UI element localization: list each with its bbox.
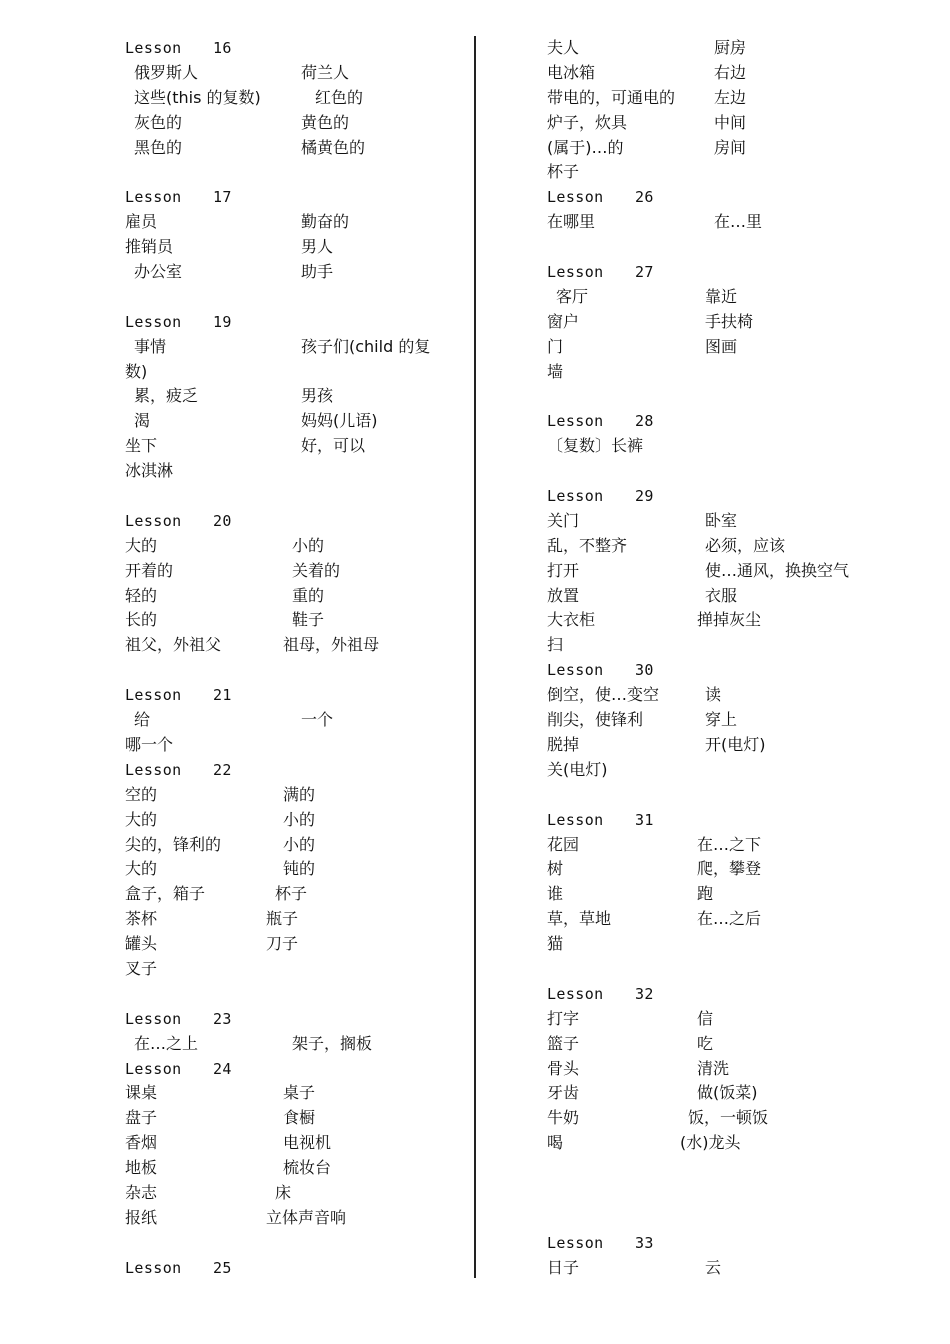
vocab-term: 关门 — [547, 510, 580, 530]
vocab-row — [547, 932, 927, 957]
vocab-row — [547, 833, 927, 858]
vocab-row — [547, 882, 927, 907]
lesson-heading — [547, 409, 927, 434]
vocab-term-pair: 使…通风，换换空气 — [705, 560, 850, 580]
vocab-row — [547, 1131, 927, 1156]
vocab-term-pair: 右边 — [714, 62, 747, 82]
vocab-row — [547, 1256, 927, 1281]
vocab-term: 夫人 — [547, 38, 580, 57]
blank-line — [547, 957, 927, 982]
lesson-heading — [125, 1256, 470, 1281]
lesson-heading — [547, 982, 927, 1007]
vocab-term: 地板 — [125, 1158, 158, 1178]
vocab-row — [125, 1081, 470, 1106]
vocab-row — [125, 384, 470, 409]
lesson-number: 32 — [635, 984, 654, 1003]
vocab-term-pair: 卧室 — [705, 510, 738, 530]
lesson-number: 27 — [635, 263, 654, 282]
vocab-row — [125, 708, 470, 733]
vocab-term-pair: 鞋子 — [292, 610, 325, 630]
vocab-term-pair: 梳妆台 — [283, 1158, 332, 1178]
lesson-label: Lesson — [547, 263, 604, 282]
vocab-term-pair: 信 — [697, 1008, 714, 1028]
lesson-heading — [125, 185, 470, 210]
lesson-number: 19 — [213, 312, 232, 331]
lesson-label: Lesson — [547, 188, 604, 207]
vocab-term-pair: (水)龙头 — [680, 1133, 741, 1153]
vocab-row — [547, 509, 927, 534]
vocab-term-pair: 左边 — [714, 87, 747, 107]
vocab-term: 盘子 — [125, 1108, 158, 1128]
vocab-row — [125, 1106, 470, 1131]
vocab-row — [547, 1106, 927, 1131]
vocab-term-pair: 食橱 — [283, 1108, 316, 1128]
vocab-term-pair: 满的 — [283, 784, 316, 804]
vocab-term-pair: 靠近 — [705, 286, 738, 306]
blank-line — [547, 1206, 927, 1231]
vocab-term: 叉子 — [125, 958, 158, 978]
vocab-term: 篮子 — [547, 1033, 580, 1053]
vocab-term: 灰色的 — [134, 112, 183, 132]
vocab-row — [125, 1181, 470, 1206]
vocab-term: 炉子，炊具 — [547, 112, 628, 132]
vocab-row — [125, 833, 470, 858]
vocab-row — [547, 584, 927, 609]
vocab-term: 乱，不整齐 — [547, 535, 628, 555]
blank-line — [125, 484, 470, 509]
vocab-term: 大的 — [125, 535, 158, 555]
vocab-term: (属于)…的 — [547, 137, 624, 157]
vocab-term: 这些(this 的复数) — [134, 87, 261, 107]
vocab-term-pair: 图画 — [705, 336, 738, 356]
vocab-term-pair: 好，可以 — [301, 436, 366, 456]
vocab-term: 盒子，箱子 — [125, 884, 206, 904]
vocab-row — [125, 1131, 470, 1156]
right-column — [547, 36, 927, 1281]
blank-line — [547, 235, 927, 260]
lesson-number: 26 — [635, 188, 654, 207]
vocab-term-pair: 在…里 — [714, 212, 763, 232]
vocab-term-pair: 衣服 — [705, 585, 738, 605]
blank-line — [547, 459, 927, 484]
vocab-term-pair: 助手 — [301, 262, 334, 282]
blank-line — [547, 783, 927, 808]
vocab-term: 坐下 — [125, 436, 158, 456]
vocab-row — [125, 260, 470, 285]
vocab-term-pair: 床 — [275, 1182, 292, 1202]
vocab-row — [547, 136, 927, 161]
vocab-term: 大的 — [125, 859, 158, 879]
lesson-label: Lesson — [547, 412, 604, 431]
left-column — [125, 36, 470, 1281]
vocab-term-pair: 男孩 — [301, 386, 334, 406]
vocab-term-pair: 读 — [705, 685, 722, 705]
lesson-heading — [547, 484, 927, 509]
vocab-term-pair: 桌子 — [283, 1083, 316, 1103]
vocab-row — [125, 584, 470, 609]
lesson-label: Lesson — [125, 312, 182, 331]
vocab-term-pair: 必须，应该 — [705, 535, 786, 555]
vocab-row — [547, 1081, 927, 1106]
vocab-term-pair: 橘黄色的 — [301, 137, 366, 157]
vocab-term: 罐头 — [125, 934, 158, 954]
vocab-term-pair: 小的 — [292, 535, 325, 555]
lesson-label: Lesson — [125, 760, 182, 779]
vocab-row — [125, 857, 470, 882]
vocab-row — [125, 136, 470, 161]
vocab-term-pair: 手扶椅 — [705, 311, 754, 331]
blank-line — [125, 160, 470, 185]
vocab-term: 草，草地 — [547, 909, 612, 929]
vocab-term-pair: 刀子 — [266, 934, 299, 954]
vocab-row — [125, 808, 470, 833]
vocab-term-pair: 做(饭菜) — [697, 1083, 758, 1103]
vocab-term-pair: 重的 — [292, 585, 325, 605]
vocab-term-pair: 小的 — [283, 809, 316, 829]
vocab-row — [125, 1032, 470, 1057]
vocab-row — [125, 1206, 470, 1231]
vocab-term: 尖的，锋利的 — [125, 834, 222, 854]
vocab-row — [547, 111, 927, 136]
lesson-heading — [125, 1057, 470, 1082]
column-divider — [474, 36, 476, 1278]
lesson-heading — [125, 36, 470, 61]
vocab-term: 放置 — [547, 585, 580, 605]
lesson-label: Lesson — [125, 39, 182, 57]
vocab-row — [125, 434, 470, 459]
vocab-row — [547, 1032, 927, 1057]
vocab-term-pair: 架子，搁板 — [292, 1033, 373, 1053]
lesson-number: 23 — [213, 1009, 232, 1028]
vocab-term-pair: 杯子 — [275, 884, 308, 904]
vocab-term: 轻的 — [125, 585, 158, 605]
vocab-row — [547, 683, 927, 708]
vocab-row — [547, 1057, 927, 1082]
lesson-number: 16 — [213, 39, 232, 57]
vocab-term-pair: 孩子们(child 的复 — [301, 336, 431, 356]
vocab-term-pair: 中间 — [714, 112, 747, 132]
vocab-row — [547, 608, 927, 633]
vocab-term: 关(电灯) — [547, 759, 608, 779]
vocab-term: 给 — [134, 710, 151, 730]
vocab-row — [125, 1156, 470, 1181]
vocab-term-pair: 饭，一顿饭 — [688, 1108, 769, 1128]
vocab-row — [125, 534, 470, 559]
vocab-term-pair: 瓶子 — [266, 909, 299, 929]
vocab-row — [125, 61, 470, 86]
vocab-term: 办公室 — [134, 262, 183, 282]
vocab-term: 墙 — [547, 361, 564, 381]
vocab-term: 事情 — [134, 336, 167, 356]
vocab-row — [547, 210, 927, 235]
vocab-term: 牛奶 — [547, 1108, 580, 1128]
vocab-term: 推销员 — [125, 237, 174, 257]
lesson-number: 21 — [213, 686, 232, 705]
lesson-number: 33 — [635, 1233, 654, 1252]
vocab-term: 在…之上 — [134, 1033, 199, 1053]
vocab-term-pair: 云 — [705, 1257, 722, 1277]
lesson-heading — [125, 1007, 470, 1032]
vocab-term: 大衣柜 — [547, 610, 596, 630]
vocab-term: 空的 — [125, 784, 158, 804]
lesson-label: Lesson — [547, 810, 604, 829]
vocab-term: 牙齿 — [547, 1083, 580, 1103]
lesson-label: Lesson — [547, 984, 604, 1003]
vocab-term: 在哪里 — [547, 212, 596, 232]
vocab-term-pair: 在…之下 — [697, 834, 762, 854]
vocab-term-pair: 小的 — [283, 834, 316, 854]
lesson-label: Lesson — [547, 661, 604, 680]
lesson-label: Lesson — [125, 188, 182, 207]
vocab-term: 打开 — [547, 560, 580, 580]
lesson-heading — [125, 683, 470, 708]
vocab-term-pair: 开(电灯) — [705, 734, 766, 754]
vocab-term-pair: 清洗 — [697, 1058, 730, 1078]
vocab-term: 猫 — [547, 934, 564, 954]
vocab-row — [547, 708, 927, 733]
vocab-row — [547, 36, 927, 61]
lesson-label: Lesson — [125, 1059, 182, 1078]
vocab-term: 树 — [547, 859, 564, 879]
vocab-term: 带电的，可通电的 — [547, 87, 676, 107]
vocab-row — [125, 360, 470, 385]
vocab-row — [125, 409, 470, 434]
vocab-term: 俄罗斯人 — [134, 62, 199, 82]
vocab-term-pair: 一个 — [301, 710, 334, 730]
lesson-number: 29 — [635, 487, 654, 506]
vocab-term-pair: 祖母，外祖母 — [283, 635, 380, 655]
blank-line — [547, 384, 927, 409]
blank-line — [547, 1156, 927, 1181]
vocab-term: 课桌 — [125, 1083, 158, 1103]
vocab-term: 骨头 — [547, 1058, 580, 1078]
lesson-label: Lesson — [125, 686, 182, 705]
blank-line — [125, 982, 470, 1007]
vocab-row — [547, 61, 927, 86]
lesson-heading — [125, 509, 470, 534]
blank-line — [547, 1181, 927, 1206]
vocab-row — [547, 1007, 927, 1032]
vocab-term: 开着的 — [125, 560, 174, 580]
vocab-row — [125, 957, 470, 982]
vocab-row — [547, 559, 927, 584]
vocab-row — [547, 310, 927, 335]
vocab-row — [547, 160, 927, 185]
lesson-label: Lesson — [125, 1258, 182, 1277]
vocab-row — [547, 633, 927, 658]
lesson-number: 30 — [635, 661, 654, 680]
vocab-term: 大的 — [125, 809, 158, 829]
lesson-heading — [547, 808, 927, 833]
vocab-term-pair: 在…之后 — [697, 909, 762, 929]
vocab-term: 喝 — [547, 1133, 564, 1153]
vocab-row — [125, 559, 470, 584]
lesson-label: Lesson — [547, 1233, 604, 1252]
vocab-term: 数) — [125, 361, 148, 381]
blank-line — [125, 285, 470, 310]
vocab-term: 客厅 — [556, 286, 589, 306]
lesson-heading — [125, 310, 470, 335]
blank-line — [125, 658, 470, 683]
vocab-term: 冰淇淋 — [125, 461, 174, 481]
lesson-label: Lesson — [125, 1009, 182, 1028]
vocab-term-pair: 吃 — [697, 1033, 714, 1053]
vocab-term-pair: 黄色的 — [301, 112, 350, 132]
vocab-term: 哪一个 — [125, 734, 174, 754]
vocab-row — [125, 932, 470, 957]
vocab-term: 日子 — [547, 1257, 580, 1277]
lesson-number: 24 — [213, 1059, 232, 1078]
lesson-heading — [547, 658, 927, 683]
vocab-row — [125, 633, 470, 658]
vocab-term: 花园 — [547, 834, 580, 854]
lesson-heading — [547, 260, 927, 285]
vocab-row — [125, 235, 470, 260]
vocab-term: 削尖，使锋利 — [547, 710, 644, 730]
vocab-term: 报纸 — [125, 1207, 158, 1227]
vocab-row — [547, 285, 927, 310]
vocab-row — [125, 86, 470, 111]
vocab-term: 电冰箱 — [547, 62, 596, 82]
vocab-term: 打字 — [547, 1008, 580, 1028]
vocab-row — [547, 86, 927, 111]
lesson-label: Lesson — [125, 511, 182, 530]
vocab-term-pair: 掸掉灰尘 — [697, 610, 762, 630]
vocab-row — [547, 733, 927, 758]
vocab-term: 扫 — [547, 635, 564, 655]
lesson-heading — [547, 1231, 927, 1256]
vocab-term: 祖父，外祖父 — [125, 635, 222, 655]
vocab-row — [547, 857, 927, 882]
vocab-term: 渴 — [134, 411, 151, 431]
vocab-term: 窗户 — [547, 311, 580, 331]
vocab-term-pair: 荷兰人 — [301, 62, 350, 82]
vocab-row — [547, 907, 927, 932]
vocab-term: 〔复数〕长裤 — [547, 436, 644, 456]
vocab-term: 倒空，使…变空 — [547, 685, 660, 705]
lesson-number: 22 — [213, 760, 232, 779]
vocab-term-pair: 立体声音响 — [266, 1207, 347, 1227]
vocab-term: 黑色的 — [134, 137, 183, 157]
vocab-term-pair: 男人 — [301, 237, 334, 257]
lesson-number: 20 — [213, 511, 232, 530]
vocab-row — [125, 210, 470, 235]
vocab-term: 累，疲乏 — [134, 386, 199, 406]
vocab-term: 长的 — [125, 610, 158, 630]
vocab-term-pair: 穿上 — [705, 710, 738, 730]
vocab-term: 门 — [547, 336, 564, 356]
blank-line — [125, 1231, 470, 1256]
vocab-term-pair: 爬，攀登 — [697, 859, 762, 879]
vocab-row — [125, 608, 470, 633]
vocab-term: 杯子 — [547, 162, 580, 182]
lesson-number: 25 — [213, 1258, 232, 1277]
vocab-term-pair: 妈妈(儿语) — [301, 411, 378, 431]
vocab-term-pair: 红色的 — [315, 87, 364, 107]
vocab-row — [125, 111, 470, 136]
vocab-term: 杂志 — [125, 1182, 158, 1202]
vocab-row — [547, 360, 927, 385]
vocab-term-pair: 钝的 — [283, 859, 316, 879]
lesson-heading — [547, 185, 927, 210]
vocab-row — [547, 335, 927, 360]
lesson-number: 31 — [635, 810, 654, 829]
vocab-term: 脱掉 — [547, 734, 580, 754]
vocab-term-pair: 厨房 — [714, 38, 747, 57]
vocab-term-pair: 关着的 — [292, 560, 341, 580]
vocab-row — [547, 434, 927, 459]
vocab-row — [125, 907, 470, 932]
vocab-row — [547, 534, 927, 559]
lesson-number: 28 — [635, 412, 654, 431]
vocab-row — [125, 882, 470, 907]
lesson-heading — [125, 758, 470, 783]
vocab-row — [125, 733, 470, 758]
vocab-term-pair: 房间 — [714, 137, 747, 157]
vocab-row — [547, 758, 927, 783]
vocab-term-pair: 跑 — [697, 884, 714, 904]
vocab-row — [125, 783, 470, 808]
lesson-number: 17 — [213, 188, 232, 207]
vocab-term: 茶杯 — [125, 909, 158, 929]
vocab-row — [125, 335, 470, 360]
lesson-label: Lesson — [547, 487, 604, 506]
vocab-term-pair: 电视机 — [283, 1133, 332, 1153]
vocab-term: 香烟 — [125, 1133, 158, 1153]
vocab-term: 雇员 — [125, 212, 158, 232]
vocab-term: 谁 — [547, 884, 564, 904]
vocab-row — [125, 459, 470, 484]
vocab-term-pair: 勤奋的 — [301, 212, 350, 232]
